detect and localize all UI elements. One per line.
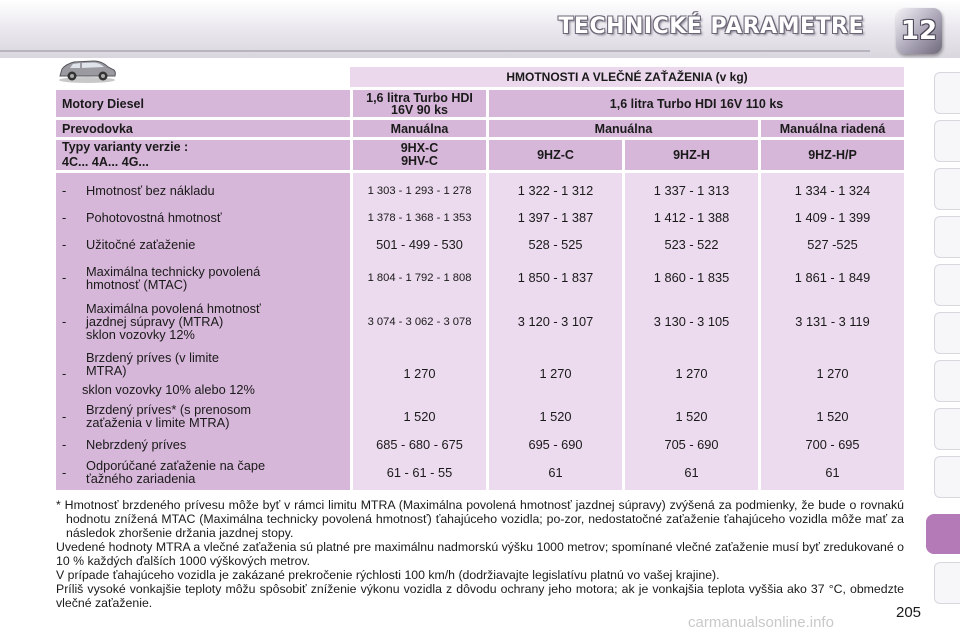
cell-value: 1 520 bbox=[403, 408, 436, 424]
cell-value: 3 131 - 3 119 bbox=[795, 314, 870, 329]
gearbox-col-1: Manuálna bbox=[350, 120, 486, 137]
row-label: - Maximálna povolená hmotnosť jazdnej súpravy (MTRA) sklon vozovky 12% bbox=[62, 301, 261, 342]
row-label: - Odporúčané zaťaženie na čape ťažného zariadenia bbox=[62, 458, 266, 486]
row-label: - Hmotnosť bez nákladu bbox=[62, 183, 215, 198]
variants-label-line1: Typy varianty verzie : bbox=[62, 140, 189, 154]
row-label: - Maximálna technicky povolená hmotnosť (MTAC) bbox=[62, 263, 261, 292]
variant-col-3: 9HZ-H bbox=[622, 140, 758, 170]
gearbox-col-2: Manuálna bbox=[486, 120, 758, 137]
cell-value: 695 - 690 bbox=[528, 437, 583, 452]
cell-value: 1 334 - 1 324 bbox=[794, 183, 871, 198]
cell-value: 1 412 - 1 388 bbox=[653, 210, 730, 225]
cell-value: 1 397 - 1 387 bbox=[517, 210, 594, 225]
cell-value: 61 bbox=[825, 464, 840, 480]
side-tab[interactable] bbox=[934, 562, 960, 604]
cell-value: 1 270 bbox=[539, 366, 572, 381]
row-label: - Brzdený príves (v limite MTRA) sklon vozovky 10% alebo 12% bbox=[62, 350, 255, 397]
side-tab[interactable] bbox=[934, 216, 960, 258]
values-column-9hz-c bbox=[486, 173, 622, 490]
side-tab[interactable] bbox=[934, 360, 960, 402]
note-altitude: Uvedené hodnoty MTRA a vlečné zaťaženia sú platné pre maximálnu nadmorskú výšku 1000 metrov; spomínané vlečné zaťaženie musí byť zredukované o 10 % každých ďalších 1000 výškových metrov. bbox=[56, 540, 904, 568]
chapter-badge: 12 bbox=[896, 8, 942, 54]
cell-value: 1 860 - 1 835 bbox=[653, 270, 730, 285]
cell-value: 1 520 bbox=[539, 408, 572, 424]
side-tab[interactable] bbox=[934, 120, 960, 162]
engine-col-90: 1,6 litra Turbo HDI 16V 90 ks bbox=[350, 90, 486, 117]
cell-value: 1 337 - 1 313 bbox=[653, 183, 730, 198]
variant-col-2: 9HZ-C bbox=[486, 140, 622, 170]
cell-value: 523 - 522 bbox=[664, 237, 719, 252]
side-tab[interactable] bbox=[934, 408, 960, 450]
cell-value: 3 074 - 3 062 - 3 078 bbox=[367, 315, 472, 328]
row-label: - Užitočné zaťaženie bbox=[62, 237, 196, 252]
cell-value: 527 -525 bbox=[807, 237, 858, 252]
row-label: - Nebrzdený príves bbox=[62, 437, 187, 452]
side-tab[interactable] bbox=[934, 456, 960, 498]
variant-col-4: 9HZ-H/P bbox=[758, 140, 904, 170]
gearbox-col-3: Manuálna riadená bbox=[758, 120, 904, 137]
cell-value: 1 270 bbox=[816, 366, 849, 381]
variants-label bbox=[56, 140, 350, 170]
cell-value: 1 804 - 1 792 - 1 808 bbox=[367, 271, 472, 284]
cell-value: 1 378 - 1 368 - 1 353 bbox=[367, 211, 472, 224]
row-label: - Brzdený príves* (s prenosom zaťaženia v limite MTRA) bbox=[62, 402, 252, 430]
variant-9hx: 9HX-C bbox=[400, 141, 439, 155]
variant-9hv: 9HV-C bbox=[401, 154, 438, 168]
cell-value: 685 - 680 - 675 bbox=[376, 437, 463, 452]
cell-value: 501 - 499 - 530 bbox=[376, 237, 463, 252]
side-tab[interactable] bbox=[934, 264, 960, 306]
cell-value: 1 861 - 1 849 bbox=[794, 270, 871, 285]
note-speed: V prípade ťahajúceho vozidla je zakázané prekročenie rýchlosti 100 km/h (dodržiavajte legislatívu platnú vo vašej krajine). bbox=[56, 568, 720, 582]
cell-value: 705 - 690 bbox=[664, 437, 719, 452]
side-tabs bbox=[928, 62, 960, 582]
cell-value: 61 bbox=[548, 464, 563, 480]
footnote: * Hmotnosť brzdeného prívesu môže byť v rámci limitu MTRA (Maximálna povolená hmotnosť jazdnej súpravy) zvýšená za podmienky, že bude o rovnakú hodnotu znížená MTAC (Maximálna technicky povolená hmotnosť) ťahajúceho vozidla; po-zor, nedostatočné zaťaženie ťahajúceho vozidla môže mať za následok zhoršenie držania jazdnej stopy. bbox=[56, 498, 904, 540]
labels-column bbox=[56, 173, 350, 490]
page-number: 205 bbox=[896, 604, 922, 621]
note-temperature: Príliš vysoké vonkajšie teploty môžu spôsobiť zníženie výkonu vozidla z dôvodu ochrany jeho motora; ak je vonkajšia teplota vyššia ako 37 °C, obmedzte vlečné zaťaženie. bbox=[56, 582, 904, 610]
weights-table bbox=[56, 64, 904, 493]
values-column-9hz-hp bbox=[758, 173, 904, 490]
cell-value: 61 bbox=[684, 464, 699, 480]
cell-value: 1 850 - 1 837 bbox=[517, 270, 594, 285]
cell-value: 61 - 61 - 55 bbox=[386, 464, 453, 480]
engine-col-110: 1,6 litra Turbo HDI 16V 110 ks bbox=[486, 90, 904, 117]
side-tab-active[interactable] bbox=[926, 514, 960, 554]
table-caption: HMOTNOSTI A VLEČNÉ ZAŤAŽENIA (v kg) bbox=[350, 67, 904, 87]
cell-value: 1 409 - 1 399 bbox=[794, 210, 871, 225]
row-label: - Pohotovostná hmotnosť bbox=[62, 210, 222, 225]
variant-col-1 bbox=[350, 140, 486, 170]
header-divider bbox=[0, 50, 870, 52]
cell-value: 1 520 bbox=[816, 408, 849, 424]
cell-value: 1 303 - 1 293 - 1 278 bbox=[367, 184, 472, 197]
variants-label-line2: 4C... 4A... 4G... bbox=[62, 155, 149, 169]
engine-label: Motory Diesel bbox=[56, 90, 350, 117]
side-tab[interactable] bbox=[934, 312, 960, 354]
watermark: carmanualsonline.info bbox=[688, 614, 834, 631]
cell-value: 3 130 - 3 105 bbox=[653, 314, 730, 329]
notes bbox=[56, 498, 904, 610]
cell-value: 528 - 525 bbox=[528, 237, 583, 252]
side-tab[interactable] bbox=[934, 72, 960, 114]
cell-value: 1 322 - 1 312 bbox=[517, 183, 594, 198]
cell-value: 1 270 bbox=[675, 366, 708, 381]
cell-value: 1 520 bbox=[675, 408, 708, 424]
cell-value: 700 - 695 bbox=[805, 437, 860, 452]
side-tab[interactable] bbox=[934, 168, 960, 210]
page-title: TECHNICKÉ PARAMETRE bbox=[558, 14, 864, 39]
values-column-9hx bbox=[350, 173, 486, 490]
values-column-9hz-h bbox=[622, 173, 758, 490]
gearbox-label: Prevodovka bbox=[56, 120, 350, 137]
cell-value: 3 120 - 3 107 bbox=[517, 314, 594, 329]
cell-value: 1 270 bbox=[403, 366, 436, 381]
